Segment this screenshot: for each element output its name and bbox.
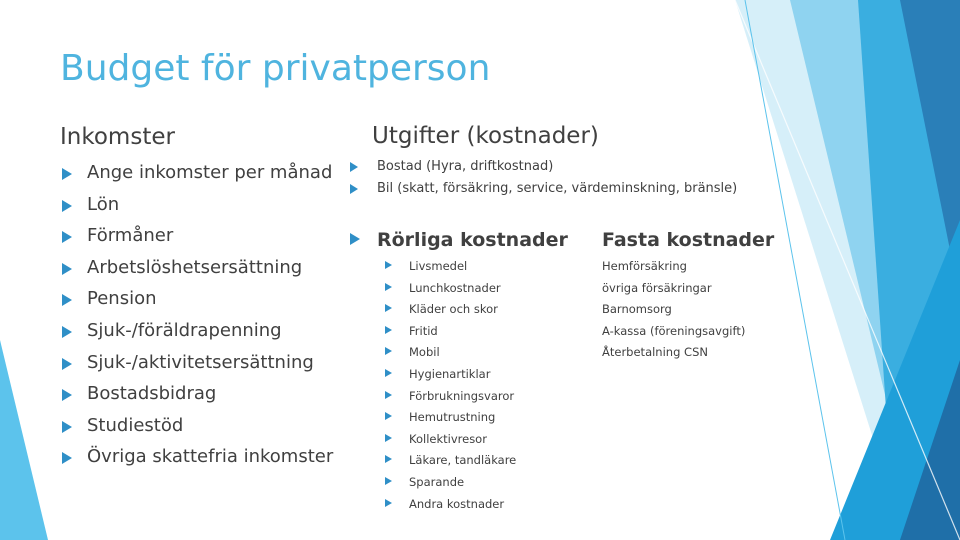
list-item bbox=[350, 180, 737, 202]
list-item: A-kassa (föreningsavgift) bbox=[602, 323, 746, 338]
list-item-label: Arbetslöshetsersättning bbox=[87, 256, 303, 278]
list-item-label: Hygienartiklar bbox=[409, 366, 491, 381]
list-item-label: Övriga skattefria inkomster bbox=[87, 446, 334, 468]
list-item bbox=[62, 224, 333, 256]
bullet-arrow-icon bbox=[385, 499, 392, 507]
list-item bbox=[62, 319, 333, 351]
list-item-label: Ange inkomster per månad bbox=[87, 162, 333, 183]
list-item bbox=[385, 344, 516, 366]
bullet-arrow-icon bbox=[62, 294, 72, 306]
list-item: Återbetalning CSN bbox=[602, 345, 708, 360]
bullet-arrow-icon bbox=[62, 231, 72, 243]
list-item bbox=[385, 388, 516, 410]
list-item-label: Förmåner bbox=[87, 225, 174, 247]
list-item-label: Lön bbox=[87, 193, 120, 215]
list-item-label: Lunchkostnader bbox=[409, 280, 501, 295]
list-item bbox=[350, 158, 737, 180]
list-item-label: Studiestöd bbox=[87, 414, 184, 436]
list-item-label: Bostadsbidrag bbox=[87, 383, 217, 405]
list-item bbox=[385, 323, 516, 345]
list-item-label: Sparande bbox=[409, 474, 465, 489]
list-item bbox=[62, 256, 333, 288]
list-item-label: Livsmedel bbox=[409, 259, 468, 273]
bullet-arrow-icon bbox=[350, 233, 360, 245]
fixed-costs-list bbox=[602, 258, 745, 366]
list-item: övriga försäkringar bbox=[602, 280, 712, 295]
list-item-label: Bostad (Hyra, driftkostnad) bbox=[377, 159, 554, 174]
list-item bbox=[385, 431, 516, 453]
bullet-arrow-icon bbox=[350, 184, 358, 194]
bullet-arrow-icon bbox=[385, 477, 392, 485]
bullet-arrow-icon bbox=[62, 200, 72, 212]
list-item bbox=[62, 414, 333, 446]
list-item bbox=[385, 452, 516, 474]
list-item bbox=[385, 366, 516, 388]
list-item-label: Hemutrustning bbox=[409, 410, 496, 425]
list-item-label: Förbrukningsvaror bbox=[409, 388, 515, 403]
list-item bbox=[62, 351, 333, 383]
list-item bbox=[385, 280, 516, 302]
bullet-arrow-icon bbox=[62, 358, 72, 370]
list-item-label: Andra kostnader bbox=[409, 496, 505, 511]
fixed-costs-heading: Fasta kostnader bbox=[602, 229, 775, 251]
bullet-arrow-icon bbox=[62, 263, 72, 275]
bullet-arrow-icon bbox=[62, 326, 72, 338]
list-item-label: Kläder och skor bbox=[409, 302, 498, 317]
bullet-arrow-icon bbox=[62, 389, 72, 401]
list-item bbox=[385, 474, 516, 496]
list-item bbox=[385, 496, 516, 518]
list-item-label: Fritid bbox=[409, 323, 438, 338]
expenses-list bbox=[350, 158, 737, 202]
bullet-arrow-icon bbox=[385, 261, 392, 269]
bullet-arrow-icon bbox=[385, 412, 392, 420]
bullet-arrow-icon bbox=[385, 455, 392, 463]
list-item bbox=[62, 445, 333, 477]
list-item-label: Sjuk-/föräldrapenning bbox=[87, 319, 282, 341]
list-item: Hemförsäkring bbox=[602, 259, 687, 273]
income-heading: Inkomster bbox=[60, 124, 175, 150]
bullet-arrow-icon bbox=[385, 391, 392, 399]
bullet-arrow-icon bbox=[385, 369, 392, 377]
list-item-label: Bil (skatt, försäkring, service, värdeminskning, bränsle) bbox=[377, 181, 738, 196]
list-item-label: Mobil bbox=[409, 345, 440, 360]
variable-costs-list bbox=[385, 258, 516, 517]
list-item-label: Sjuk-/aktivitetsersättning bbox=[87, 351, 314, 373]
list-item bbox=[62, 287, 333, 319]
list-item bbox=[385, 258, 516, 280]
bullet-arrow-icon bbox=[62, 452, 72, 464]
bg-shape-left bbox=[0, 340, 48, 540]
variable-costs-heading: Rörliga kostnader bbox=[377, 229, 568, 251]
list-item-label: Pension bbox=[87, 288, 157, 310]
income-list bbox=[62, 161, 333, 477]
list-item bbox=[62, 193, 333, 225]
list-item-label: Kollektivresor bbox=[409, 431, 487, 446]
list-item-label: Läkare, tandläkare bbox=[409, 453, 517, 468]
list-item bbox=[62, 382, 333, 414]
bullet-arrow-icon bbox=[350, 162, 358, 172]
bullet-arrow-icon bbox=[62, 168, 72, 180]
bullet-arrow-icon bbox=[385, 283, 392, 291]
list-item bbox=[62, 161, 333, 193]
slide-title: Budget för privatperson bbox=[60, 48, 491, 89]
list-item bbox=[385, 409, 516, 431]
bullet-arrow-icon bbox=[385, 434, 392, 442]
expenses-heading: Utgifter (kostnader) bbox=[372, 123, 599, 149]
list-item: Barnomsorg bbox=[602, 302, 672, 317]
list-item bbox=[385, 301, 516, 323]
bullet-arrow-icon bbox=[62, 421, 72, 433]
bullet-arrow-icon bbox=[385, 304, 392, 312]
bullet-arrow-icon bbox=[385, 326, 392, 334]
bullet-arrow-icon bbox=[385, 347, 392, 355]
